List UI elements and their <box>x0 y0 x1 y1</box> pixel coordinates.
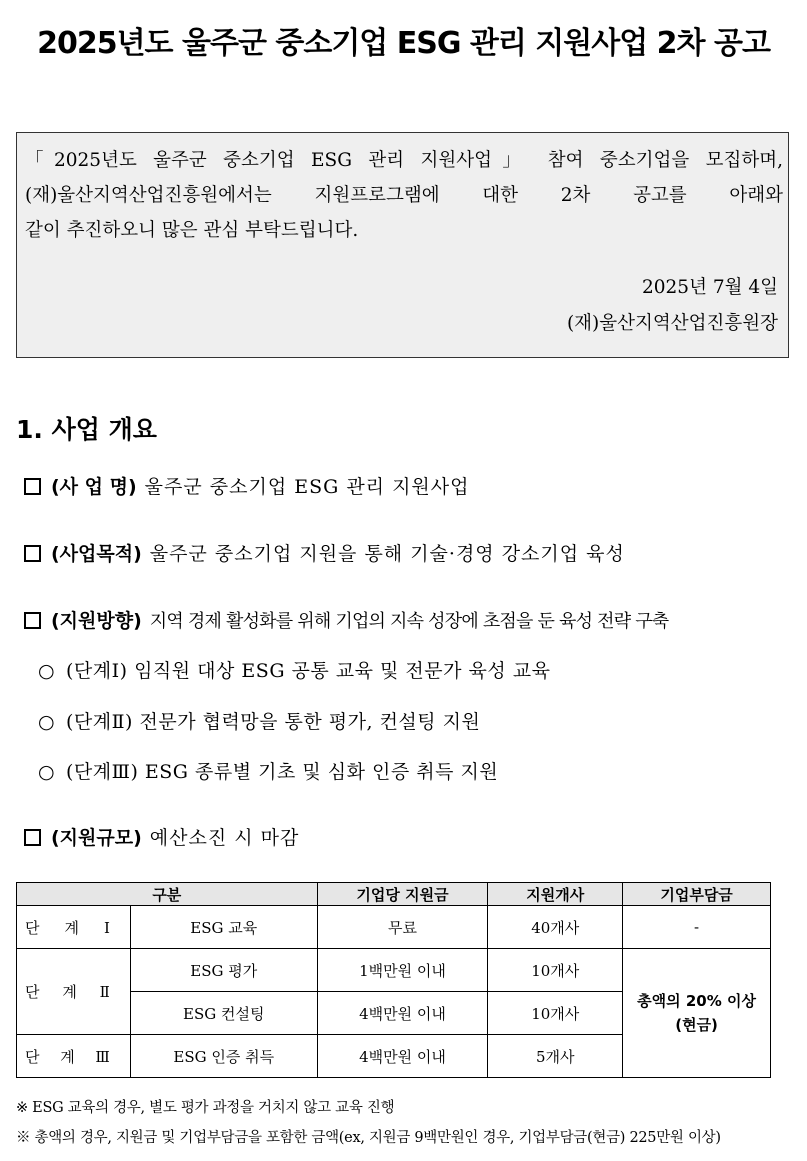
stage-text: (단계Ⅲ) ESG 종류별 기초 및 심화 인증 취득 지원 <box>66 761 499 783</box>
item-text: 예산소진 시 마감 <box>149 827 300 849</box>
count-cell: 10개사 <box>488 992 623 1035</box>
checkbox-square-icon <box>24 545 41 562</box>
program-cell: ESG 인증 취득 <box>130 1035 317 1078</box>
overview-item-scale <box>24 823 299 850</box>
program-cell: ESG 컨설팅 <box>130 992 317 1035</box>
checkbox-square-icon <box>24 612 41 629</box>
stage-label: 단 계 Ⅱ <box>17 949 131 1035</box>
notice-line-1: 「2025년도 울주군 중소기업 ESG 관리 지원사업」 참여 중소기업을 모집하며, <box>25 150 783 171</box>
header-share: 기업부담금 <box>623 883 771 906</box>
amount-cell: 4백만원 이내 <box>317 992 488 1035</box>
footnote-education: ※ ESG 교육의 경우, 별도 평가 과정을 거치지 않고 교육 진행 <box>16 1100 395 1116</box>
overview-item-purpose <box>24 539 625 566</box>
share-merged-line-1: 총액의 20% 이상 <box>637 992 756 1010</box>
stage-bullet-1 <box>38 656 550 683</box>
notice-date: 2025년 7월 4일 <box>642 277 778 298</box>
stage-bullet-3 <box>38 757 498 784</box>
stage-label: 단 계 Ⅰ <box>17 906 131 949</box>
program-cell: ESG 교육 <box>130 906 317 949</box>
amount-cell: 4백만원 이내 <box>317 1035 488 1078</box>
item-tag: (지원규모) <box>51 827 142 849</box>
item-text: 지역 경제 활성화를 위해 기업의 지속 성장에 초점을 둔 육성 전략 구축 <box>149 611 669 632</box>
stage-text: (단계Ⅰ) 임직원 대상 ESG 공통 교육 및 전문가 육성 교육 <box>66 660 551 682</box>
share-cell: - <box>623 906 771 949</box>
count-cell: 10개사 <box>488 949 623 992</box>
amount-cell: 1백만원 이내 <box>317 949 488 992</box>
amount-cell: 무료 <box>317 906 488 949</box>
count-cell: 40개사 <box>488 906 623 949</box>
stage-label: 단 계 Ⅲ <box>17 1035 131 1078</box>
header-count: 지원개사 <box>488 883 623 906</box>
header-amount: 기업당 지원금 <box>317 883 488 906</box>
stage-text: (단계Ⅱ) 전문가 협력망을 통한 평가, 컨설팅 지원 <box>66 711 481 733</box>
notice-box <box>16 132 789 358</box>
overview-item-name <box>24 472 470 499</box>
share-merged-line-2: (현금) <box>675 1016 718 1034</box>
overview-item-direction <box>24 606 668 633</box>
item-tag: (지원방향) <box>51 610 142 632</box>
support-table <box>16 882 771 1078</box>
item-text: 울주군 중소기업 ESG 관리 지원사업 <box>144 476 470 498</box>
item-text: 울주군 중소기업 지원을 통해 기술·경영 강소기업 육성 <box>149 543 625 565</box>
header-category: 구분 <box>17 883 318 906</box>
section-title-overview: 1. 사업 개요 <box>16 415 157 444</box>
stage-bullet-2 <box>38 707 480 734</box>
count-cell: 5개사 <box>488 1035 623 1078</box>
circle-bullet-icon: ○ <box>38 711 56 733</box>
footnote-total: ※ 총액의 경우, 지원금 및 기업부담금을 포함한 금액(ex, 지원금 9백만원인 경우, 기업부담금(현금) 225만원 이상) <box>16 1130 721 1146</box>
table-row <box>17 949 771 992</box>
checkbox-square-icon <box>24 829 41 846</box>
notice-organization: (재)울산지역산업진흥원장 <box>566 313 778 334</box>
table-row <box>17 906 771 949</box>
table-header-row <box>17 883 771 906</box>
circle-bullet-icon: ○ <box>38 660 56 682</box>
item-tag: (사 업 명) <box>51 476 137 498</box>
notice-line-3: 같이 추진하오니 많은 관심 부탁드립니다. <box>25 220 359 241</box>
circle-bullet-icon: ○ <box>38 761 56 783</box>
program-cell: ESG 평가 <box>130 949 317 992</box>
checkbox-square-icon <box>24 478 41 495</box>
share-merged-cell <box>623 949 771 1078</box>
notice-line-2: (재)울산지역산업진흥원에서는 지원프로그램에 대한 2차 공고를 아래와 <box>25 185 783 206</box>
page-title: 2025년도 울주군 중소기업 ESG 관리 지원사업 2차 공고 <box>37 26 770 61</box>
item-tag: (사업목적) <box>51 543 142 565</box>
